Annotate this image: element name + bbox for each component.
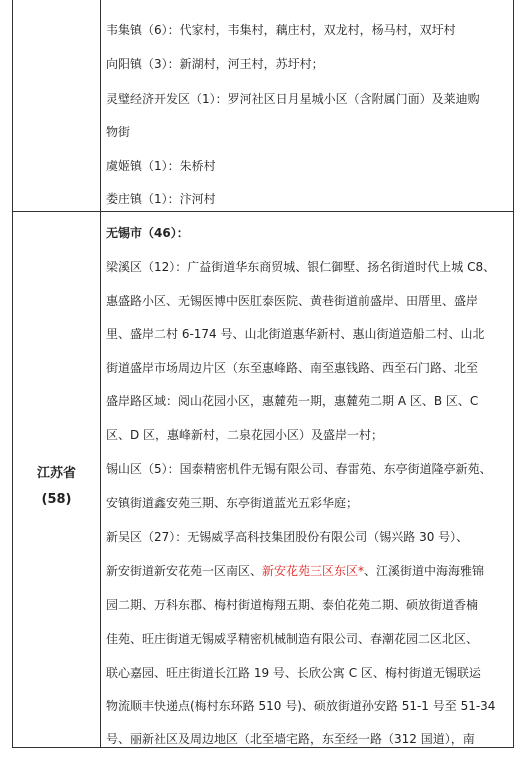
district-line: 园二期、万科东郡、梅村街道梅翔五期、泰伯花苑二期、硕放街道香楠 bbox=[106, 598, 479, 612]
district-line: 安镇街道鑫安苑三期、东亭街道蓝光五彩华庭； bbox=[106, 496, 359, 510]
district-line: 区、D 区，惠峰新村，二泉花园小区）及盛岸一村； bbox=[106, 428, 384, 442]
notice-table bbox=[12, 0, 514, 748]
town-line: 灵璧经济开发区（1）：罗河社区日月星城小区（含附属门面）及莱迪购 bbox=[106, 92, 480, 106]
district-line: 物流顺丰快递点(梅村东环路 510 号)、硕放街道孙安路 51-1 号至 51-34 bbox=[106, 699, 496, 713]
town-line: 虞姬镇（1）：朱桥村 bbox=[106, 159, 216, 173]
town-line: 娄庄镇（1）：汴河村 bbox=[106, 192, 216, 206]
district-line-highlighted bbox=[106, 562, 484, 579]
city-header: 无锡市（46）： bbox=[106, 226, 189, 240]
highlighted-area: 新安花苑三区东区* bbox=[262, 564, 365, 578]
line-text-before: 新安街道新安花苑一区南区、 bbox=[106, 564, 263, 578]
district-line: 联心嘉园、旺庄街道长江路 19 号、长欣公寓 C 区、梅村街道无锡联运 bbox=[106, 666, 481, 680]
province-name: 江苏省 bbox=[36, 466, 76, 481]
district-line: 盛岸路区域：阅山花园小区，惠麓苑一期，惠麓苑二期 A 区、B 区、C bbox=[106, 394, 479, 408]
district-line: 街道盛岸市场周边片区（东至惠峰路、南至惠钱路、西至石门路、北至 bbox=[106, 361, 479, 375]
province-count: (58) bbox=[41, 492, 72, 507]
line-text-after: 、江溪街道中海海雅锦 bbox=[364, 564, 485, 578]
district-line: 梁溪区（12）：广益街道华东商贸城、银仁御墅、扬名街道时代上城 C8、 bbox=[106, 260, 496, 274]
district-line: 新吴区（27）：无锡威孚高科技集团股份有限公司（锡兴路 30 号）、 bbox=[106, 530, 469, 544]
column-divider bbox=[100, 0, 101, 747]
district-line: 号、丽新社区及周边地区（北至墙宅路，东至经一路（312 国道），南 bbox=[106, 732, 475, 746]
town-line: 韦集镇（6）：代家村，韦集村，藕庄村，双龙村，杨马村，双圩村 bbox=[106, 23, 456, 37]
district-line: 惠盛路小区、无锡医博中医肛泰医院、黄巷街道前盛岸、田厝里、盛岸 bbox=[106, 294, 479, 308]
district-line: 里、盛岸二村 6-174 号、山北街道惠华新村、惠山街道造船二村、山北 bbox=[106, 327, 485, 341]
town-line: 向阳镇（3）：新湖村，河王村，苏圩村； bbox=[106, 57, 324, 71]
district-line: 锡山区（5）：国泰精密机件无锡有限公司、春雷苑、东亭街道隆亭新苑、 bbox=[106, 462, 492, 476]
district-line: 佳苑、旺庄街道无锡威孚精密机械制造有限公司、春潮花园二区北区、 bbox=[106, 632, 479, 646]
row-divider bbox=[13, 211, 513, 212]
town-line: 物街 bbox=[106, 125, 131, 139]
